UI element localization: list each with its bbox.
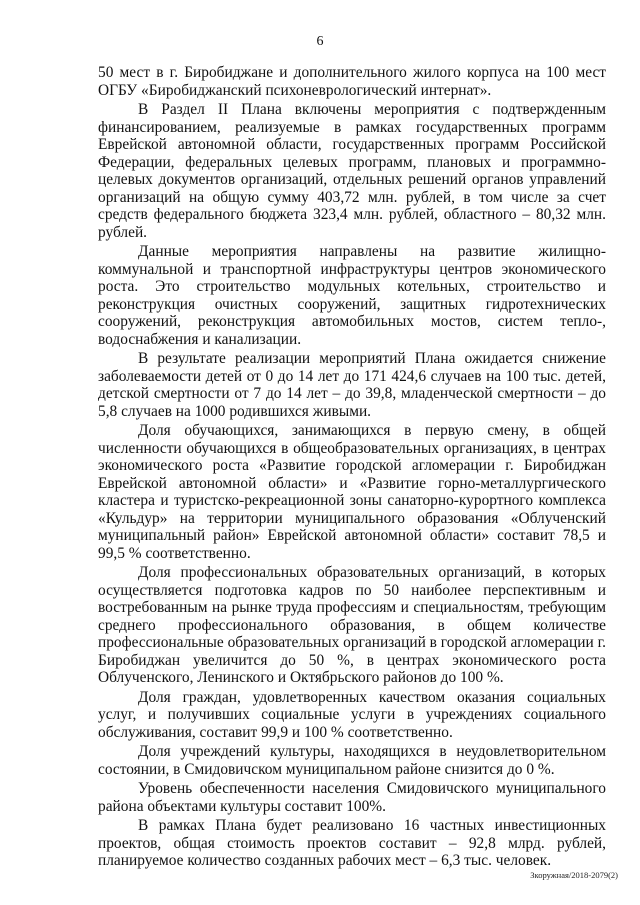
paragraph-professional-education: Доля профессиональных образовательных организаций, в которых осуществляется подготовка кадров по 50 наиболее перспективным и востребованным на рынке труда профессиям и специальностям, требующим среднего профессионального образования, в общем количестве профессиональные образовательных организаций в городской агломерации г. Биробиджан увеличится до 50 %, в центрах экономического роста Облученского, Ленинского и Октябрьского районов до 100 %. [98, 564, 606, 686]
paragraph-health: В результате реализации мероприятий Плана ожидается снижение заболеваемости детей от 0 до 14 лет до 171 424,6 случаев на 100 тыс. детей, детской смертности от 7 до 14 лет – до 39,8, младенческой смертности – до 5,8 случаев на 1000 родившихся живыми. [98, 350, 606, 420]
paragraph-continuation: 50 мест в г. Биробиджане и дополнительного жилого корпуса на 100 мест ОГБУ «Биробиджанский психоневрологический интернат». [98, 64, 606, 99]
paragraph-culture-provision: Уровень обеспеченности населения Смидовичского муниципального района объектами культуры составит 100%. [98, 780, 606, 815]
page-number: 6 [316, 34, 324, 49]
paragraph-section-ii: В Раздел II Плана включены мероприятия с подтвержденным финансированием, реализуемые в рамках государственных программ Еврейской автономной области, государственных программ Российской Федерации, федеральных целевых программ, плановых и программно-целевых документов организаций, отдельных решений органов управлений организаций на общую сумму 403,72 млн. рублей, в том числе за счет средств федерального бюджета 323,4 млн. рублей, областного – 80,32 млн. рублей. [98, 101, 606, 241]
paragraph-culture-condition: Доля учреждений культуры, находящихся в неудовлетворительном состоянии, в Смидовичском муниципальном районе снизится до 0 %. [98, 743, 606, 778]
paragraph-social-services: Доля граждан, удовлетворенных качеством оказания социальных услуг, и получивших социальные услуги в учреждениях социального обслуживания, составит 99,9 и 100 % соответственно. [98, 688, 606, 741]
body-text [98, 64, 606, 872]
footer-document-code: Зкоружная/2018-2079(2) [530, 870, 618, 880]
paragraph-first-shift: Доля обучающихся, занимающихся в первую смену, в общей численности обучающихся в общеобразовательных организациях, в центрах экономического роста «Развитие городской агломерации г. Биробиджан Еврейской автономной области» и «Развитие горно-металлургического кластера и туристско-рекреационной зоны санаторно-курортного комплекса «Кульдур» на территории муниципального образования «Облученский муниципальный район» Еврейской автономной области» составит 78,5 и 99,5 % соответственно. [98, 422, 606, 562]
paragraph-infrastructure: Данные мероприятия направлены на развитие жилищно-коммунальной и транспортной инфраструктуры центров экономического роста. Это строительство модульных котельных, строительство и реконструкция очистных сооружений, защитных гидротехнических сооружений, реконструкция автомобильных мостов, систем тепло-, водоснабжения и канализации. [98, 243, 606, 348]
paragraph-investment: В рамках Плана будет реализовано 16 частных инвестиционных проектов, общая стоимость проектов составит – 92,8 млрд. рублей, планируемое количество созданных рабочих мест – 6,3 тыс. человек. [98, 817, 606, 869]
